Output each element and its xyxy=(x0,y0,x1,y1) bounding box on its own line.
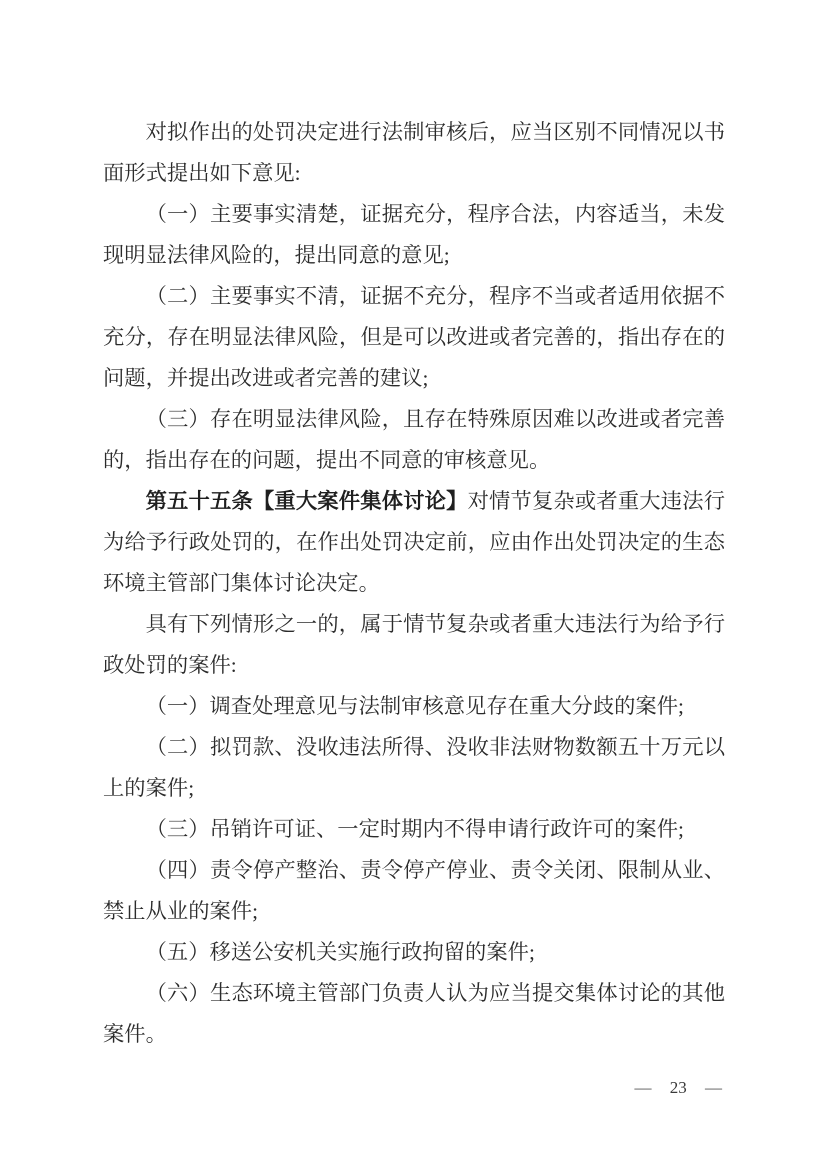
text-segment: （三）存在明显法律风险，且存在特殊原因难以改进或者完善的，指出存在的问题，提出不同意的审核意见。 xyxy=(103,407,725,472)
document-body xyxy=(103,112,725,1055)
text-segment: 对拟作出的处罚决定进行法制审核后，应当区别不同情况以书面形式提出如下意见: xyxy=(103,120,725,185)
paragraph xyxy=(103,727,725,809)
paragraph xyxy=(103,932,725,973)
paragraph xyxy=(103,112,725,194)
paragraph xyxy=(103,481,725,604)
paragraph xyxy=(103,276,725,399)
text-segment: （五）移送公安机关实施行政拘留的案件; xyxy=(145,940,535,964)
text-segment: （三）吊销许可证、一定时期内不得申请行政许可的案件; xyxy=(145,817,684,841)
text-segment: 对情节复杂或者重大违法行为给予行政处罚的，在作出处罚决定前，应由作出处罚决定的生态环境主管部门集体讨论决定。 xyxy=(103,489,725,595)
paragraph xyxy=(103,973,725,1055)
text-segment: （一）主要事实清楚，证据充分，程序合法，内容适当，未发现明显法律风险的，提出同意的意见; xyxy=(103,202,725,267)
text-segment: （四）责令停产整治、责令停产停业、责令关闭、限制从业、禁止从业的案件; xyxy=(103,858,725,923)
text-segment: （一）调查处理意见与法制审核意见存在重大分歧的案件; xyxy=(145,694,684,718)
text-segment: （二）拟罚款、没收违法所得、没收非法财物数额五十万元以上的案件; xyxy=(103,735,725,800)
text-segment: 具有下列情形之一的，属于情节复杂或者重大违法行为给予行政处罚的案件: xyxy=(103,612,725,677)
page-footer xyxy=(635,1078,723,1098)
text-segment: （六）生态环境主管部门负责人认为应当提交集体讨论的其他案件。 xyxy=(103,981,725,1046)
text-segment: （二）主要事实不清，证据不充分，程序不当或者适用依据不充分，存在明显法律风险，但是可以改进或者完善的，指出存在的问题，并提出改进或者完善的建议; xyxy=(103,284,725,390)
page-number: 23 xyxy=(669,1078,687,1097)
paragraph xyxy=(103,604,725,686)
paragraph xyxy=(103,686,725,727)
paragraph xyxy=(103,399,725,481)
paragraph xyxy=(103,809,725,850)
footer-dash-right: — xyxy=(705,1078,722,1097)
footer-dash-left: — xyxy=(634,1078,652,1097)
paragraph xyxy=(103,850,725,932)
article-heading-segment: 第五十五条【重大案件集体讨论】 xyxy=(145,489,468,513)
paragraph xyxy=(103,194,725,276)
